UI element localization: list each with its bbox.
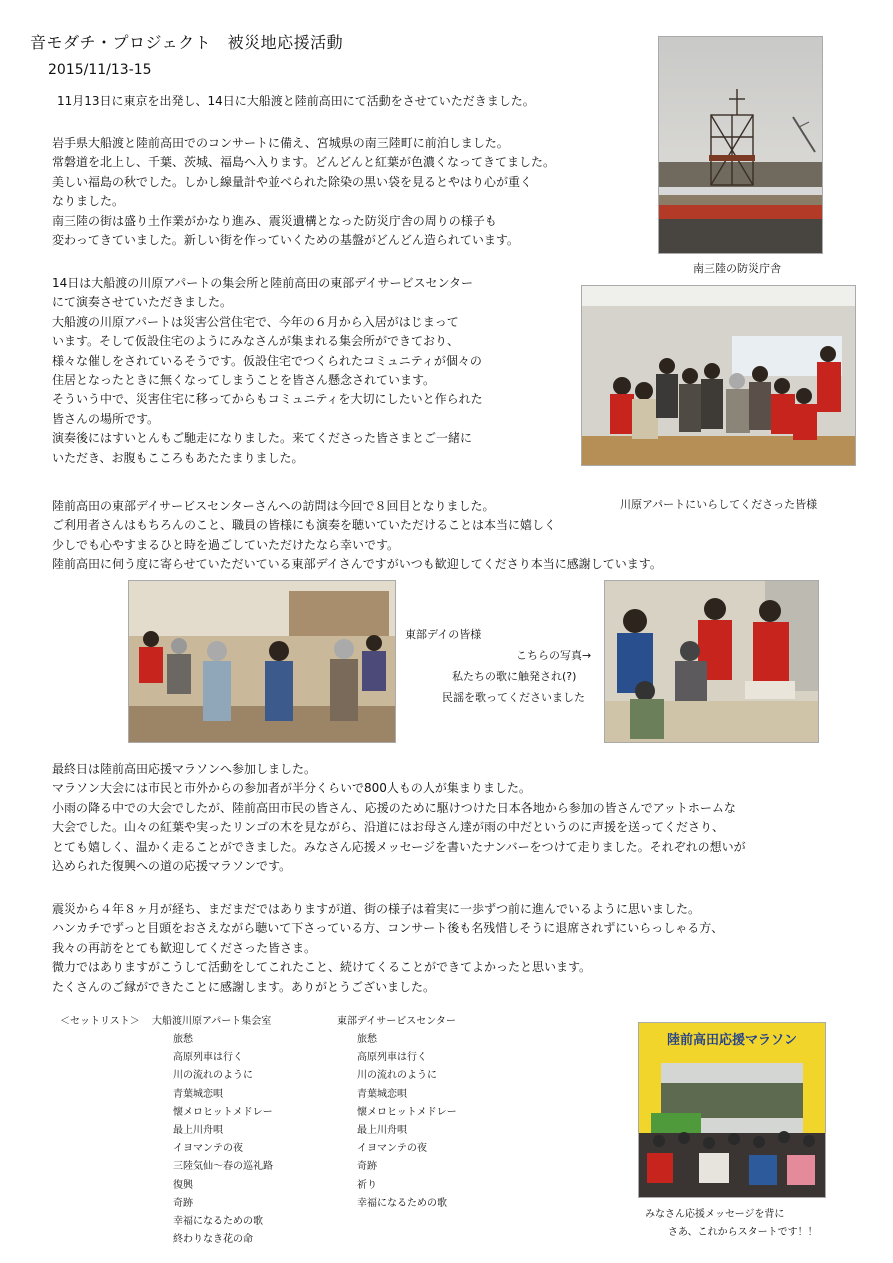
photo-bousai-chousha [658,36,823,254]
setlist-song: 奇跡 [357,1161,377,1173]
setlist-song: 幸福になるための歌 [357,1197,447,1209]
intro-paragraph: 11月13日に東京を出発し、14日に大船渡と陸前高田にて活動をさせていただきました。 [57,94,535,108]
setlist-venue-kawahara: 大船渡川原アパート集会室 [152,1016,272,1027]
caption-tobu-title: 東部デイの皆様 [405,628,482,641]
setlist-song: イヨマンテの夜 [173,1143,243,1155]
setlist-song: 青葉城恋唄 [173,1088,223,1100]
caption-kawahara: 川原アパートにいらしてくださった皆様 [620,498,818,511]
caption-tobu-line: 民謡を歌ってくださいました [442,691,585,704]
setlist-song: 懐メロヒットメドレー [173,1106,273,1118]
setlist-song: 旅愁 [173,1034,193,1045]
setlist-song: 復興 [173,1179,193,1191]
caption-marathon-line: さあ、これからスタートです！！ [668,1227,818,1238]
setlist-song: 高原列車は行く [357,1052,427,1064]
paragraph-closing: 震災から４年８ヶ月が経ち、まだまだではありますが道、街の様子は着実に一歩ずつ前に進んでいるように思いました。 ハンカチでずっと目頭をおさえながら聴いて下さっている方、コンサート後も名残惜しそうに退席されずにいらっしゃる方、 我々の再訪をとても歓迎してくださった皆さま。 微力ではありますがこうして活動をしてこれたこと、続けてくることができてよかったと思います。 たくさんのご縁ができたことに感謝します。ありがとうございました。 [52,902,724,994]
photo-tobu-day-group [128,580,396,743]
setlist-songs-tobu [357,1031,457,1213]
marathon-banner-text: 陸前高田応援マラソン [666,1033,797,1048]
setlist-song: 奇跡 [173,1197,193,1209]
caption-marathon-line: みなさん応援メッセージを背に [645,1209,785,1220]
photo-kawahara-group [581,285,856,466]
setlist-venue-tobu: 東部デイサービスセンター [337,1016,456,1027]
setlist-label: ＜セットリスト＞ [60,1016,140,1027]
event-date: 2015/11/13-15 [48,62,152,78]
paragraph-minamisanriku: 岩手県大船渡と陸前高田でのコンサートに備え、宮城県の南三陸町に前泊しました。 常磐道を北上し、千葉、茨城、福島へ入ります。どんどんと紅葉が色濃くなってきてました。 美しい福島の秋でした。しかし線量計や並べられた除染の黒い袋を見るとやはり心が重く なりました。 南三陸の街は盛り土作業がかなり進み、震災遺構となった防災庁舎の周りの様子も 変わってきていました。新しい街を作っていくための基盤がどんどん造られています。 [52,136,556,247]
setlist-songs-kawahara [173,1031,273,1249]
paragraph-marathon: 最終日は陸前高田応援マラソンへ参加しました。 マラソン大会には市民と市外からの参加者が半分くらいで800人もの人が集まりました。 小雨の降る中での大会でしたが、陸前高田市民の皆さん、応援のために駆けつけた日本各地から参加の皆さんでアットホームな 大会でした。山々の紅葉や実ったリンゴの木を見ながら、沿道にはお母さん達が雨の中だというのに声援を送ってくださり、 とても嬉しく、温かく走ることができました。みなさん応援メッセージを書いたナンバーをつけて走りました。それぞれの想いが 込められた復興への道の応援マラソンです。 [52,762,746,873]
page-title: 音モダチ・プロジェクト 被災地応援活動 [30,33,344,52]
caption-bousai: 南三陸の防災庁舎 [693,262,781,275]
setlist-song: 幸福になるための歌 [173,1215,263,1227]
setlist-song: 懐メロヒットメドレー [357,1106,457,1118]
setlist-song: 川の流れのように [357,1070,437,1082]
setlist-song: 終わりなき花の命 [173,1234,253,1246]
setlist-song: イヨマンテの夜 [357,1143,427,1155]
setlist-song: 最上川舟唄 [173,1124,223,1136]
setlist-song: 旅愁 [357,1034,377,1045]
setlist-song: 青葉城恋唄 [357,1088,407,1100]
paragraph-tobu-day: 陸前高田の東部デイサービスセンターさんへの訪問は今回で８回目となりました。 ご利用者さんはもちろんのこと、職員の皆様にも演奏を聴いていただけることは本当に嬉しく 少しでも心やすまるひと時を過ごしていただけたなら幸いです。 陸前高田に伺う度に寄らせていただいている東部デイさんですがいつも歓迎してくださり本当に感謝しています。 [52,499,662,572]
caption-tobu-line: こちらの写真→ [516,649,592,662]
setlist-song: 最上川舟唄 [357,1124,407,1136]
photo-tobu-folk-song [604,580,819,743]
setlist-song: 高原列車は行く [173,1052,243,1064]
photo-marathon-start [638,1022,826,1198]
setlist-song: 祈り [357,1179,377,1191]
setlist-song: 三陸気仙～春の巡礼路 [173,1161,273,1173]
caption-tobu-line: 私たちの歌に触発され(?) [452,670,577,683]
paragraph-kawahara: 14日は大船渡の川原アパートの集会所と陸前高田の東部デイサービスセンター にて演奏させていただきました。 大船渡の川原アパートは災害公営住宅で、今年の６月から入居がはじまって います。そして仮設住宅のようにみなさんが集まれる集会所ができており、 様々な催しをされているそうです。仮設住宅でつくられたコミュニティが個々の 住居となったときに無くなってしまうことを皆さん懸念されています。 そういう中で、災害住宅に移ってからもコミュニティを大切にしたいと作られた 皆さんの場所です。 演奏後にはすいとんもご馳走になりました。来てくださった皆さまとご一緒に いただき、お腹もこころもあたたまりました。 [52,276,483,465]
setlist-song: 川の流れのように [173,1070,253,1082]
